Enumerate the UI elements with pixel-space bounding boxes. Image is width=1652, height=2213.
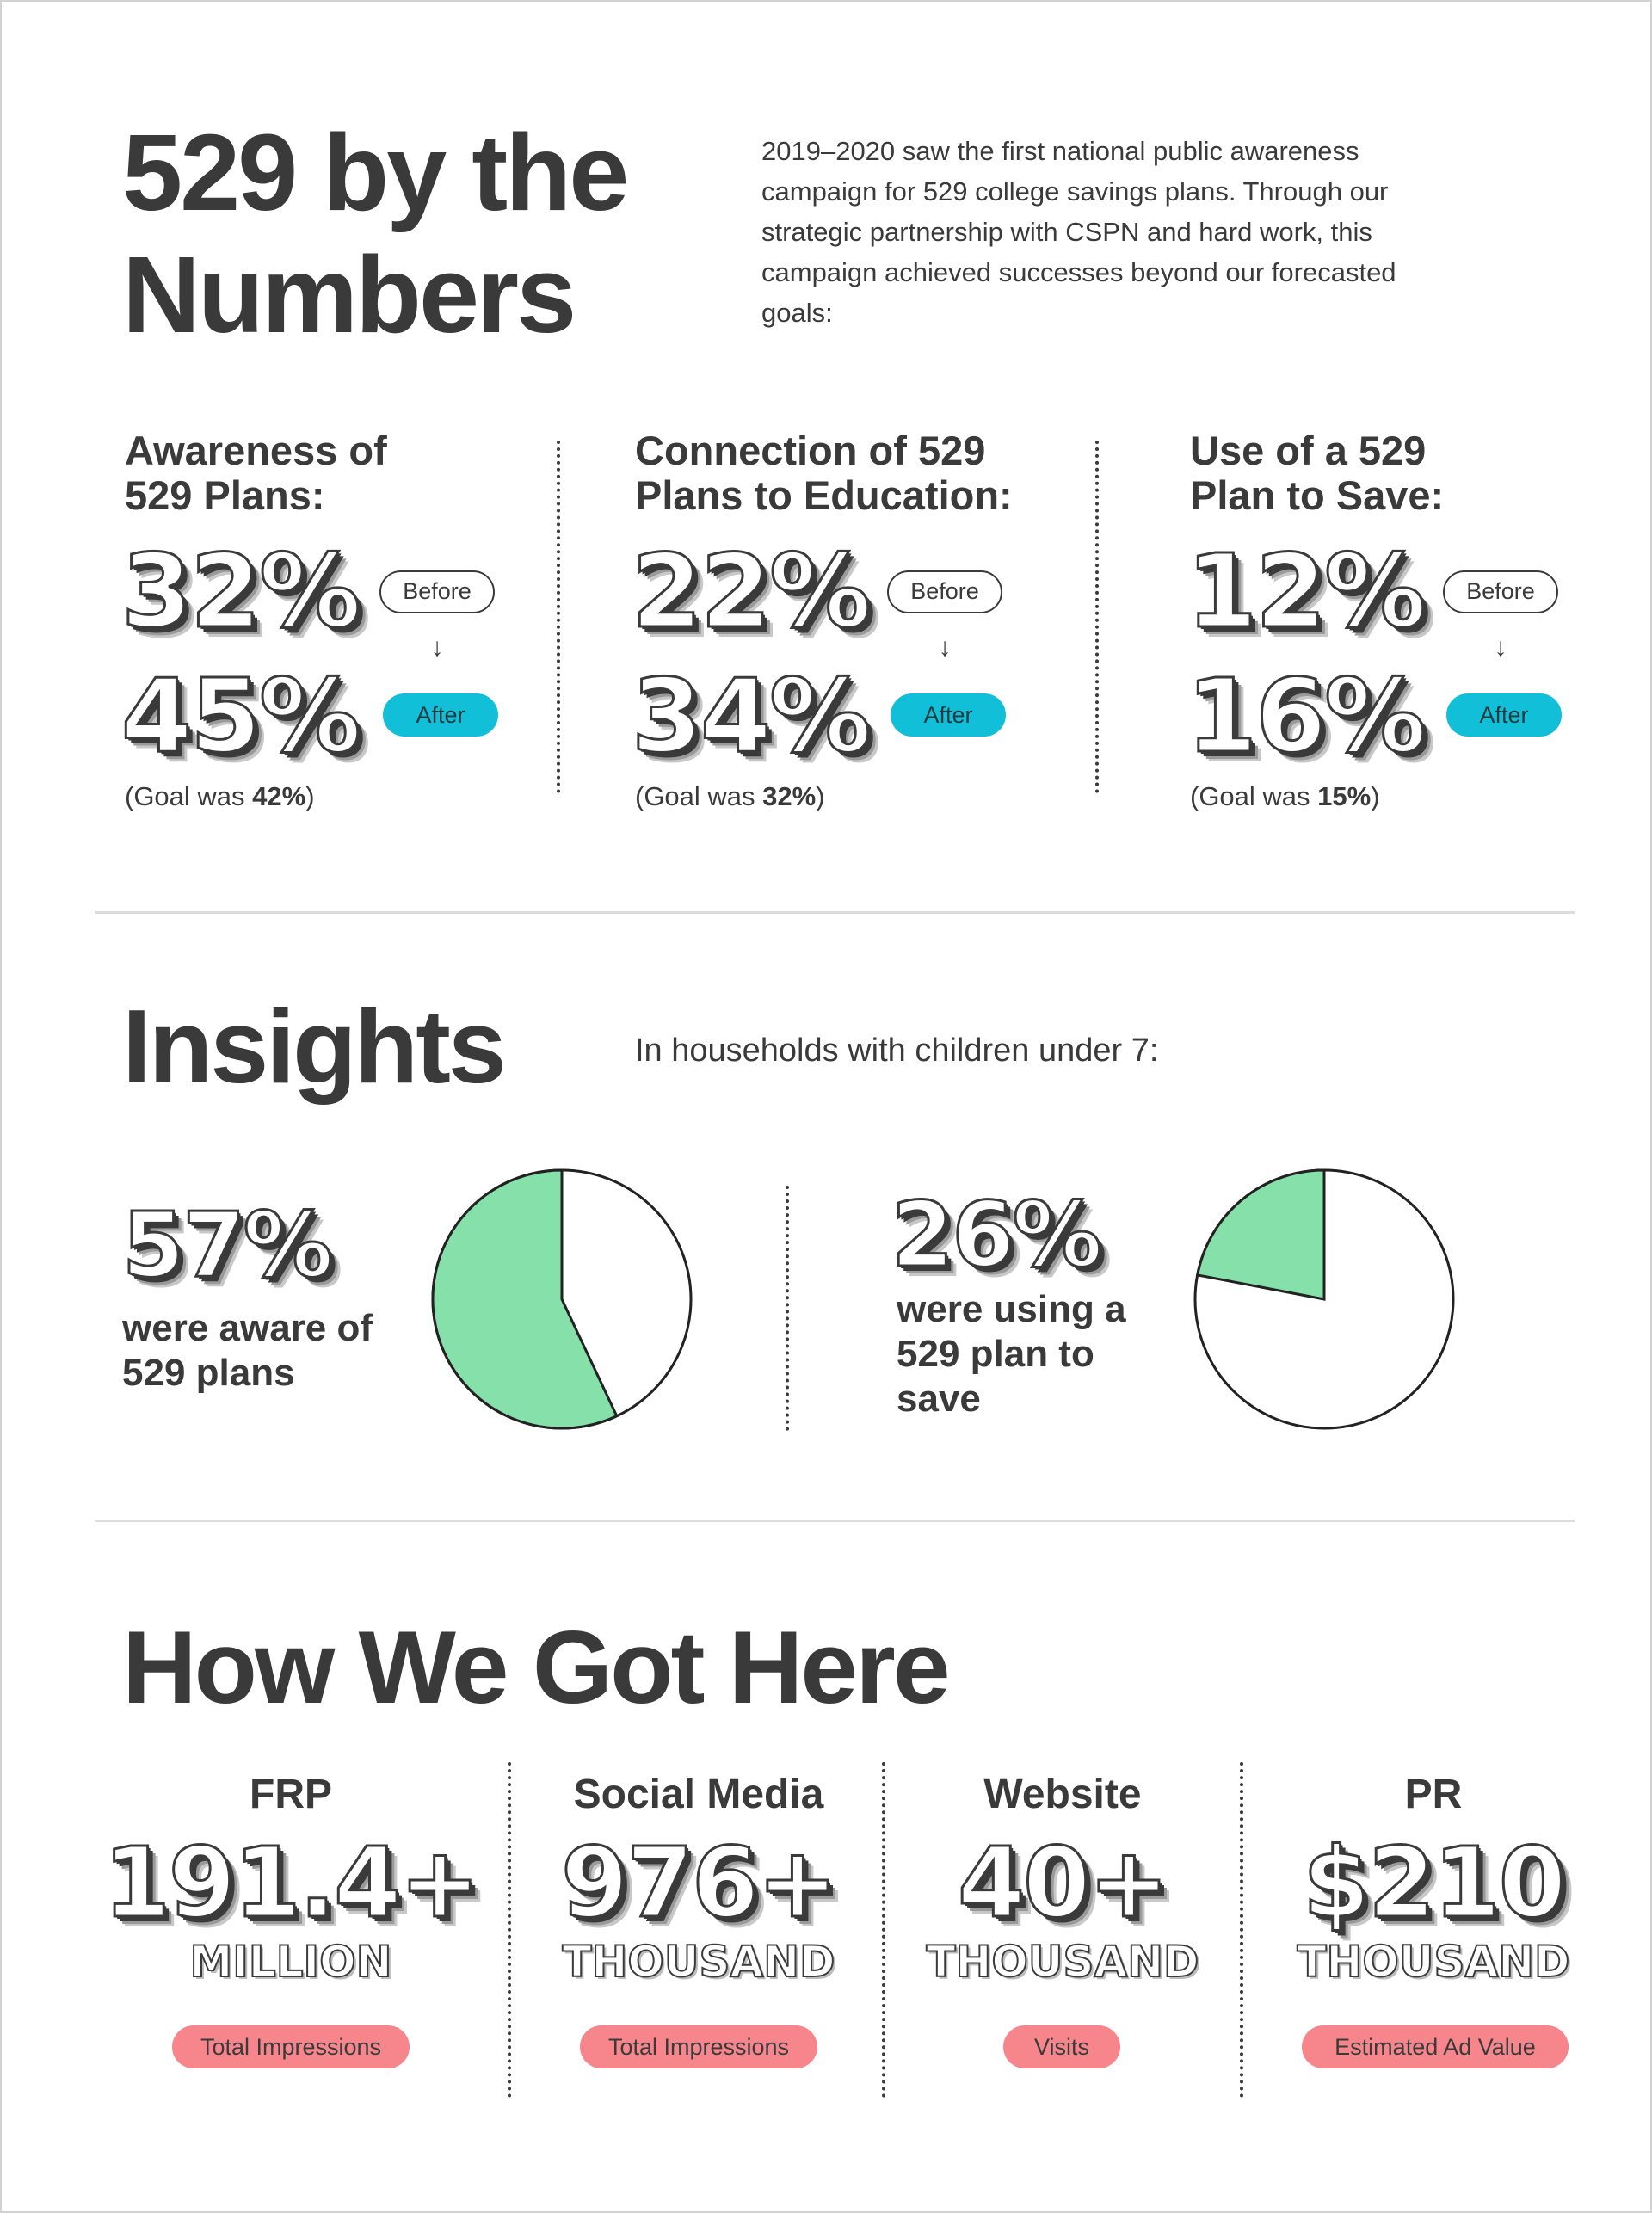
metric-title: Awareness of 529 Plans: [125, 428, 387, 518]
arrow-down-icon: ↓ [430, 633, 444, 662]
goal-value: 32% [762, 781, 817, 811]
after-value: 16% [1187, 657, 1425, 775]
divider-dotted [786, 1186, 789, 1431]
before-value: 22% [632, 532, 870, 650]
stat-label-pill: Total Impressions [580, 2025, 817, 2068]
goal-note: (Goal was 15%) [1190, 781, 1380, 811]
intro-paragraph: 2019–2020 saw the first national public awareness campaign for 529 college savings plans. Through our strategic partnership with CSPN and hard work, this campaign achieved successes beyond our forecasted goals: [761, 136, 1396, 328]
page-title: 529 by the Numbers [122, 112, 627, 355]
goal-note: (Goal was 42%) [125, 781, 315, 811]
stat-label-pill: Total Impressions [172, 2025, 410, 2068]
goal-note: (Goal was 32%) [635, 781, 825, 811]
before-value: 12% [1187, 532, 1425, 650]
before-pill: Before [379, 570, 495, 613]
stat-label-pill: Visits [1003, 2025, 1120, 2068]
insights-subheading: In households with children under 7: [635, 1033, 1159, 1069]
pie-slice [1198, 1170, 1324, 1299]
after-value: 34% [632, 657, 870, 775]
stat-unit: THOUSAND [1297, 1937, 1570, 1987]
insight-pie-chart [1188, 1163, 1460, 1435]
metric-use [1187, 428, 1603, 824]
metric-awareness [121, 428, 572, 824]
arrow-down-icon: ↓ [938, 633, 952, 662]
after-value: 45% [121, 657, 360, 775]
insight-text: were using a 529 plan to save [897, 1288, 1126, 1420]
after-pill: After [1446, 693, 1562, 737]
stat-number: $210 [1303, 1828, 1564, 1939]
stat-pr [1261, 1771, 1606, 2080]
stat-social-media [527, 1771, 871, 2080]
divider-dotted [882, 1762, 885, 2098]
stat-unit: THOUSAND [562, 1937, 835, 1987]
after-pill: After [383, 693, 498, 737]
goal-value: 15% [1317, 781, 1372, 811]
before-pill: Before [1443, 570, 1558, 613]
section-divider [95, 1520, 1575, 1522]
metric-connection [632, 428, 1117, 824]
stat-number: 40+ [958, 1828, 1168, 1939]
insights-heading: Insights [122, 988, 504, 1105]
stat-unit: THOUSAND [926, 1937, 1199, 1987]
after-pill: After [891, 693, 1006, 737]
section-divider [95, 911, 1575, 914]
stat-number: 191.4+ [102, 1828, 479, 1939]
stat-category: Social Media [573, 1772, 824, 1817]
how-heading: How We Got Here [122, 1610, 948, 1725]
metric-title: Connection of 529 Plans to Education: [635, 428, 1013, 518]
stat-label-pill: Estimated Ad Value [1302, 2025, 1569, 2068]
divider-dotted [1240, 1762, 1243, 2098]
stat-category: Website [983, 1772, 1142, 1817]
stat-unit: MILLION [189, 1937, 392, 1987]
insight-value: 26% [891, 1182, 1100, 1287]
stat-category: FRP [250, 1772, 332, 1817]
insight-pie-chart [426, 1163, 698, 1435]
before-pill: Before [887, 570, 1002, 613]
insight-value: 57% [122, 1193, 331, 1298]
divider-dotted [1095, 441, 1099, 793]
stat-frp [93, 1771, 489, 2080]
goal-value: 42% [252, 781, 306, 811]
before-value: 32% [121, 532, 360, 650]
stat-website [891, 1771, 1235, 2080]
divider-dotted [508, 1762, 511, 2098]
divider-dotted [557, 441, 560, 793]
stat-category: PR [1404, 1772, 1463, 1817]
insight-text: were aware of 529 plans [122, 1307, 373, 1394]
metric-title: Use of a 529 Plan to Save: [1190, 428, 1445, 518]
arrow-down-icon: ↓ [1494, 633, 1507, 662]
stat-number: 976+ [561, 1828, 836, 1939]
